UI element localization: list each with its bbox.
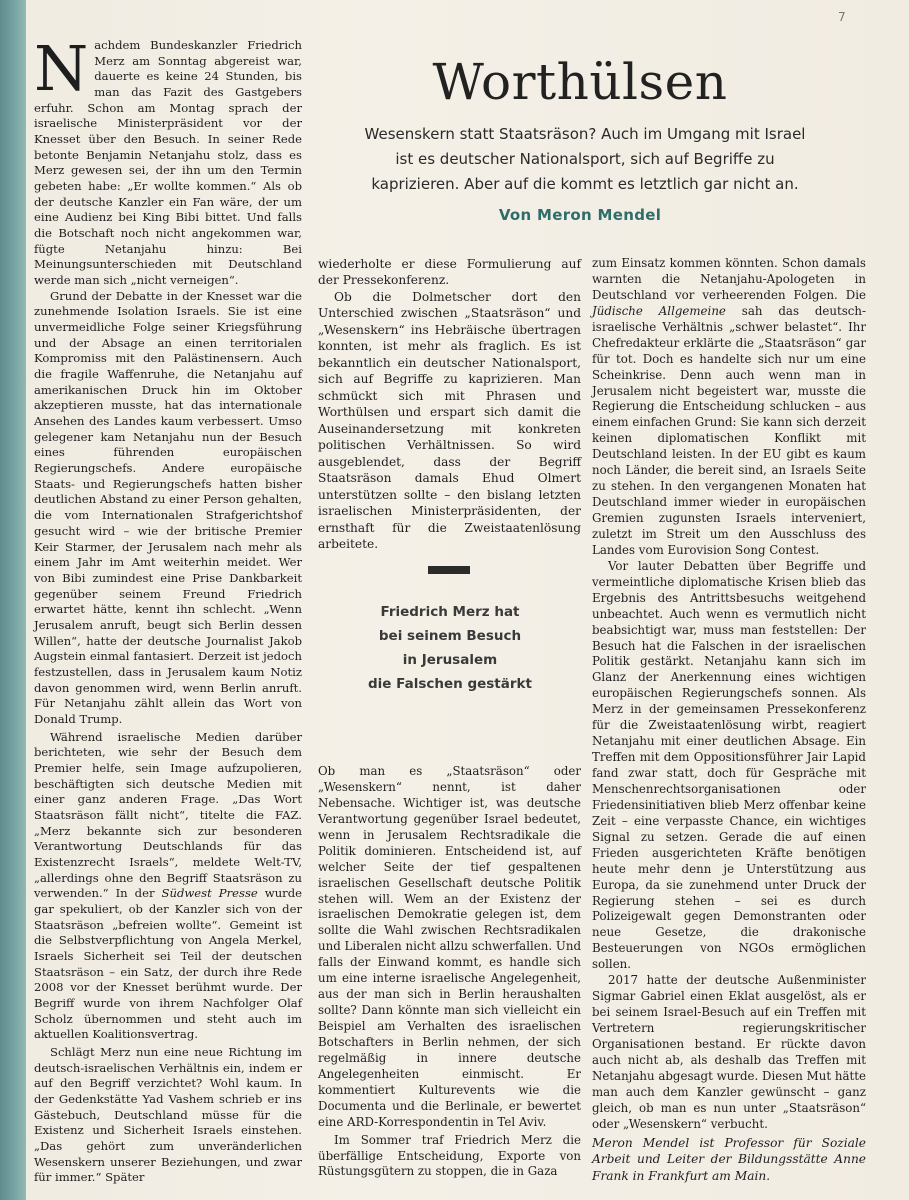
article-headline: Worthülsen: [432, 53, 728, 111]
pullquote-rule: [428, 566, 470, 574]
pullquote-line: bei seinem Besuch: [378, 628, 522, 644]
paragraph: 2017 hatte der deutsche Außenminister Sigmar Gabriel einen Eklat ausgelöst, als er bei seinem Israel-Besuch auf ein Treffen mit Vertretern regierungskritischer Organisationen bestand. Er rückte davon auch nicht ab, als deshalb das Treffen mit Netanjahu abgesagt wurde. Diesen Mut hätte man auch dem Kanzler gewünscht – ganz gleich, ob man es nun unter „Staatsräson“ oder „Wesenskern“ verbucht.: [592, 973, 866, 1131]
pullquote-line: Friedrich Merz hat: [380, 604, 520, 620]
article-column-3: [592, 256, 866, 1184]
paragraph: Vor lauter Debatten über Begriffe und vermeintliche diplomatische Krisen blieb das Ergebnis des Antrittsbesuchs weitgehend unbeachtet. Auch wenn es vermutlich nicht beabsichtigt war, muss man feststellen: Der Besuch hat die Falschen in der israelischen Politik gestärkt. Netanjahu kann sich im Glanz der Anerkennung eines wichtigen europäischen Regierungschefs sonnen. Als Merz in der gemeinsamen Pressekonferenz für die Zweistaatenlösung wirbt, reagiert Netanjahu mit einer deutlichen Absage. Ein Treffen mit dem Oppositionsführer Jair Lapid fand zwar statt, doch für Gespräche mit Menschenrechtsorganisationen oder Friedensinitiativen blieb Merz offenbar keine Zeit – eine verpasste Chance, ein wichtiges Signal zu setzen. Gerade die auf einen Frieden ausgerichteten Kräfte benötigen heute mehr denn je Unterstützung aus Europa, da sie zunehmend unter Druck der Regierung stehen – sei es durch Polizeigewalt gegen Demonstranten oder neue Gesetze, die drakonische Besteuerungen von NGOs ermöglichen sollen.: [592, 558, 866, 972]
article-deck: Wesenskern statt Staatsräson? Auch im Umgang mit Israel ist es deutscher Nationalsport, sich auf Begriffe zu kaprizieren. Aber auf die kommt es letztlich gar nicht an.: [364, 125, 806, 193]
article-byline: Von Meron Mendel: [498, 206, 662, 224]
pullquote: [345, 600, 555, 696]
article-column-1: [34, 32, 302, 1186]
paragraph: zum Einsatz kommen könnten. Schon damals warnten die Netanjahu-Apologeten in Deutschland vor verheerenden Folgen. Die Jüdische Allgemeine sah das deutsch-israelische Verhältnis „schwer belastet“. Ihr Chefredakteur erklärte die „Staatsräson“ gar für tot. Doch es handelte sich nur um eine Scheinkrise. Denn auch wenn man in Jerusalem nicht begeistert war, musste die Regierung die Entscheidung schlucken – aus einem einfachen Grund: Sie kann sich derzeit keinen diplomatischen Konflikt mit Deutschland leisten. In der EU gibt es kaum noch Länder, die bereit sind, an Israels Seite zu stehen. In den vergangenen Monaten hat Deutschland immer wieder in europäischen Gremien zugunsten Israels interveniert, zuletzt im Streit um den Ausschluss des Landes vom Eurovision Song Contest.: [592, 256, 866, 557]
article-column-2-lower: [318, 764, 581, 1180]
author-note: Meron Mendel ist Professor für Soziale Arbeit und Leiter der Bildungsstätte Anne Frank in Frankfurt am Main.: [592, 1135, 866, 1183]
pullquote-line: die Falschen gestärkt: [368, 676, 532, 692]
paragraph: Ob man es „Staatsräson“ oder „Wesenskern“ nennt, ist daher Nebensache. Wichtiger ist, was deutsche Verantwortung gegenüber Israel bedeutet, wenn in Jerusalem Rechtsradikale die Politik dominieren. Entscheidend ist, auf welcher Seite der tief gespaltenen israelischen Gesellschaft deutsche Politik stehen will. Wem an der Existenz der israelischen Demokratie gelegen ist, dem sollte die Wahl zwischen Rechtsradikalen und Liberalen nicht allzu schwerfallen. Und falls der Einwand kommt, es handle sich um eine interne israelische Angelegenheit, aus der man sich in Berlin heraushalten sollte? Dann könnte man sich vielleicht ein Beispiel am Verhalten des israelischen Botschafters in Berlin nehmen, der sich regelmäßig in innere deutsche Angelegenheiten einmischt. Er kommentiert Kulturevents wie die Documenta und die Berlinale, er bewertet eine ARD-Korrespondentin in Tel Aviv.: [318, 764, 581, 1129]
paragraph: Im Sommer traf Friedrich Merz die überfällige Entscheidung, Exporte von Rüstungsgütern zu stoppen, die in Gaza: [318, 1132, 581, 1179]
adjacent-page-edge: [0, 0, 26, 1200]
drop-cap: N: [34, 32, 89, 105]
paragraph: wiederholte er diese Formulierung auf der Pressekonferenz.: [318, 257, 581, 288]
publication-name: Südwest Presse: [161, 886, 258, 901]
page-corner-mark: 7: [838, 10, 846, 24]
paragraph: Nachdem Bundeskanzler Friedrich Merz am Sonntag abgereist war, dauerte es keine 24 Stunden, bis man das Fazit des Gastgebers erfuhr. Schon am Montag sprach der israelische Ministerpräsident vor der Knesset über den Besuch. In seiner Rede betonte Benjamin Netanjahu stolz, dass es Merz gewesen sei, der ihn um den Termin gebeten habe: „Er wollte kommen.“ Als ob der deutsche Kanzler ein Fan wäre, der um eine Audienz bei King Bibi bittet. Und falls die Botschaft noch nicht angekommen war, fügte Netanjahu hinzu: Bei Meinungsunterschieden mit Deutschland werde man sich „nicht verneigen“.: [34, 32, 302, 288]
pullquote-line: in Jerusalem: [402, 652, 498, 668]
paragraph: Grund der Debatte in der Knesset war die zunehmende Isolation Israels. Sie ist eine unvermeidliche Folge seiner Kriegsführung und der Absage an einen territorialen Kompromiss mit den Palästinensern. Auch die fragile Waffenruhe, die Netanjahu auf amerikanischen Druck hin im Oktober akzeptieren musste, hat das internationale Ansehen des Landes kaum verbessert. Umso gelegener kam Netanjahu nun der Besuch eines führenden europäischen Regierungschefs. Andere europäische Staats- und Regierungschefs hatten bisher deutlichen Abstand zu einer Person gehalten, die vom Internationalen Strafgerichtshof gesucht wird – wie der britische Premier Keir Starmer, der Jerusalem nach mehr als einem Jahr im Amt weiterhin meidet. Wer von Bibi zumindest eine Prise Dankbarkeit gegenüber seinem Freund Friedrich erwartet hätte, kennt ihn schlecht. „Wenn Jerusalem anruft, beugt sich Berlin dessen Willen“, hatte der deutsche Journalist Jakob Augstein einmal fantasiert. Derzeit ist jedoch festzustellen, dass in Jerusalem kaum Notiz davon genommen wird, wenn Berlin anruft. Für Netanjahu zählt allein das Wort von Donald Trump.: [34, 288, 302, 726]
paragraph: Ob die Dolmetscher dort den Unterschied zwischen „Staatsräson“ und „Wesenskern“ ins Hebräische übertragen konnten, ist mehr als fraglich. Es ist bekanntlich ein deutscher Nationalsport, sich auf Begriffe zu kaprizieren. Man schmückt sich mit Phrasen und Worthülsen und erspart sich damit die Auseinandersetzung mit konkreten politischen Verhältnissen. So wird ausgeblendet, dass der Begriff Staatsräson damals Ehud Olmert unterstützen sollte – den bislang letzten israelischen Ministerpräsidenten, der ernsthaft für die Zweistaatenlösung arbeitete.: [318, 289, 581, 552]
paragraph: Während israelische Medien darüber berichteten, wie sehr der Besuch dem Premier helfe, sein Image aufzupolieren, beschäftigten sich deutsche Medien mit einer ganz anderen Frage. „Das Wort Staatsräson fällt nicht“, titelte die FAZ. „Merz bekannte sich zur besonderen Verantwortung Deutschlands für das Existenzrecht Israels“, meldete Welt-TV, „allerdings ohne den Begriff Staatsräson zu verwenden.“ In der Südwest Presse wurde gar spekuliert, ob der Kanzler sich von der Staatsräson „befreien wollte“. Gemeint ist die Selbstverpflichtung von Angela Merkel, Israels Sicherheit sei Teil der deutschen Staatsräson – ein Satz, der durch ihre Rede 2008 vor der Knesset berühmt wurde. Der Begriff wurde von ihrem Nachfolger Olaf Scholz übernommen und steht auch im aktuellen Koalitionsvertrag.: [34, 729, 302, 1042]
article-column-2: [318, 256, 581, 553]
paragraph: Schlägt Merz nun eine neue Richtung im deutsch-israelischen Verhältnis ein, indem er auf den Begriff verzichtet? Wohl kaum. In der Gedenkstätte Yad Vashem schrieb er ins Gästebuch, Deutschland müsse für die Existenz und Sicherheit Israels einstehen. „Das gehört zum unveränderlichen Wesenskern unserer Beziehungen, und zwar für immer.“ Später: [34, 1045, 302, 1185]
publication-name: Jüdische Allgemeine: [592, 303, 726, 318]
